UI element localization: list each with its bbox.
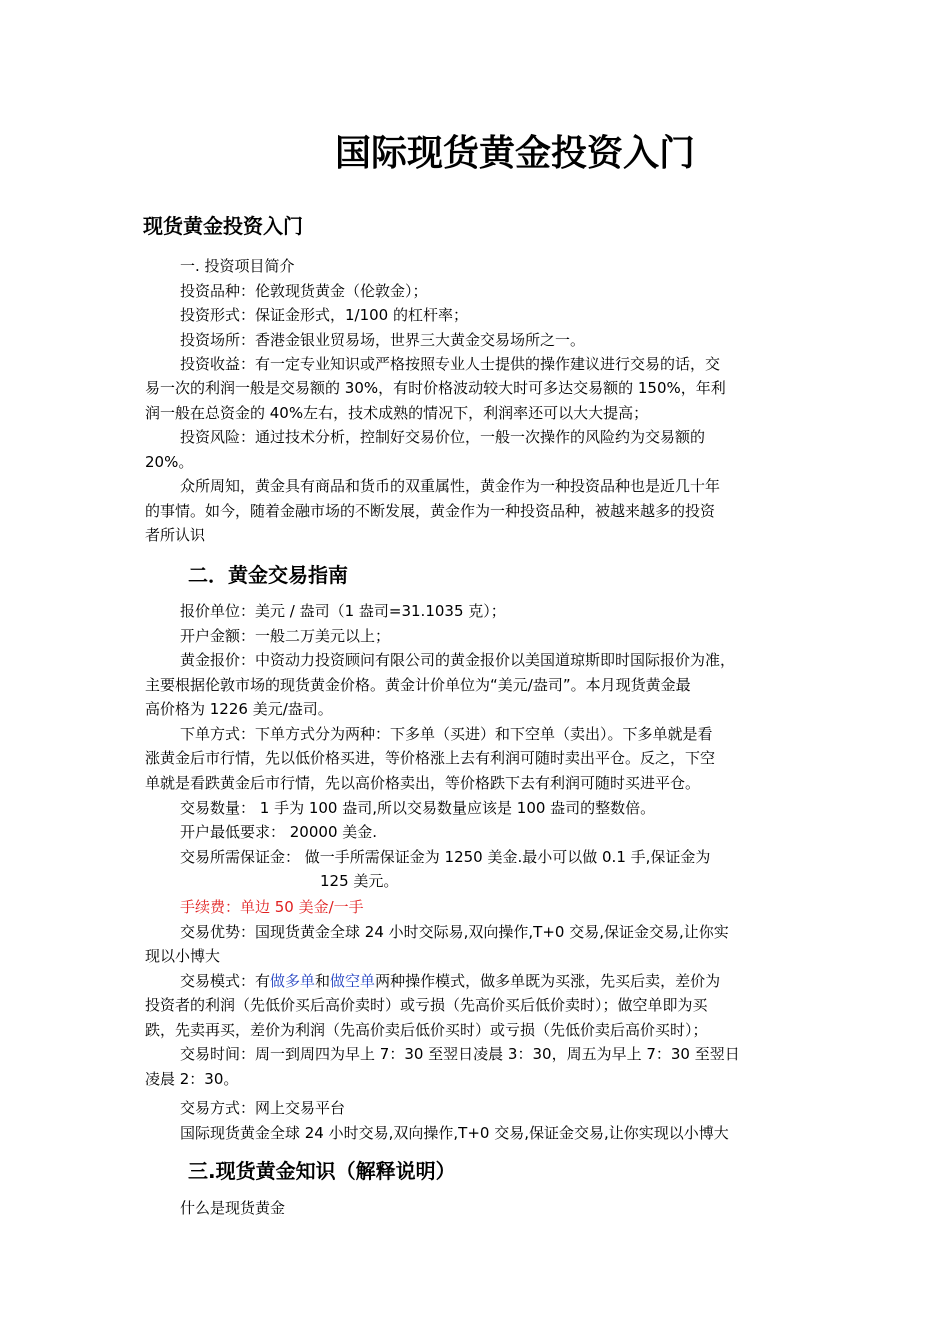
long-order-text: 做多单 xyxy=(270,972,316,990)
paragraph-line: 开户最低要求： 20000 美金. xyxy=(180,823,378,841)
paragraph-line: 跌，先卖再买，差价为利润（先高价卖后低价买时）或亏损（先低价卖后高价买时）； xyxy=(145,1021,708,1039)
paragraph-line: 投资收益：有一定专业知识或严格按照专业人士提供的操作建议进行交易的话，交 xyxy=(180,355,721,373)
connector-text: 和 xyxy=(315,972,331,990)
section3-heading: 三.现货黄金知识（解释说明） xyxy=(188,1159,456,1183)
fee-line: 手续费：单边 50 美金/一手 xyxy=(180,898,364,916)
paragraph-line: 20%。 xyxy=(145,453,194,471)
paragraph-line: 交易数量： 1 手为 100 盎司,所以交易数量应该是 100 盎司的整数倍。 xyxy=(180,799,656,817)
paragraph-line: 开户金额：一般二万美元以上； xyxy=(180,627,391,645)
paragraph-line: 投资场所：香港金银业贸易场，世界三大黄金交易场所之一。 xyxy=(180,331,586,349)
paragraph-line: 易一次的利润一般是交易额的 30%，有时价格波动较大时可多达交易额的 150%，年利 xyxy=(145,379,726,397)
paragraph-line: 一. 投资项目简介 xyxy=(180,257,295,275)
paragraph-line: 的事情。如今，随着金融市场的不断发展，黄金作为一种投资品种，被越来越多的投资 xyxy=(145,502,716,520)
paragraph-line: 投资风险：通过技术分析，控制好交易价位，一般一次操作的风险约为交易额的 xyxy=(180,428,706,446)
paragraph-line: 投资者的利润（先低价买后高价卖时）或亏损（先高价买后低价卖时）；做空单即为买 xyxy=(145,996,708,1014)
paragraph-line: 主要根据伦敦市场的现货黄金价格。黄金计价单位为“美元/盎司”。本月现货黄金最 xyxy=(145,676,691,694)
paragraph-line: 单就是看跌黄金后市行情，先以高价格卖出，等价格跌下去有利润可随时买进平仓。 xyxy=(145,774,701,792)
trade-mode-suffix: 两种操作模式，做多单既为买涨，先买后卖，差价为 xyxy=(375,972,721,990)
paragraph-line: 者所认识 xyxy=(145,526,206,544)
paragraph-line: 交易优势：国现货黄金全球 24 小时交际易,双向操作,T+0 交易,保证金交易,让你实 xyxy=(180,923,729,941)
paragraph-line: 现以小博大 xyxy=(145,947,221,965)
paragraph-line: 交易方式：网上交易平台 xyxy=(180,1099,346,1117)
short-order-text: 做空单 xyxy=(330,972,376,990)
trade-mode-line xyxy=(180,970,720,992)
paragraph-line: 润一般在总资金的 40%左右，技术成熟的情况下，利润率还可以大大提高； xyxy=(145,404,649,422)
paragraph-line: 下单方式：下单方式分为两种：下多单（买进）和下空单（卖出）。下多单就是看 xyxy=(180,725,713,743)
section1-heading: 现货黄金投资入门 xyxy=(143,214,303,238)
page-title: 国际现货黄金投资入门 xyxy=(334,132,695,174)
paragraph-line: 黄金报价：中资动力投资顾问有限公司的黄金报价以美国道琼斯即时国际报价为准， xyxy=(180,651,736,669)
paragraph-line: 涨黄金后市行情，先以低价格买进，等价格涨上去有利润可随时卖出平仓。反之，下空 xyxy=(145,749,716,767)
paragraph-line: 报价单位：美元 / 盎司（1 盎司=31.1035 克）； xyxy=(180,602,506,620)
trade-mode-prefix: 交易模式：有 xyxy=(180,972,271,990)
paragraph-line: 国际现货黄金全球 24 小时交易,双向操作,T+0 交易,保证金交易,让你实现以小博大 xyxy=(180,1124,729,1142)
paragraph-line: 凌晨 2：30。 xyxy=(145,1070,239,1088)
paragraph-line: 什么是现货黄金 xyxy=(180,1199,286,1217)
paragraph-line: 众所周知，黄金具有商品和货币的双重属性，黄金作为一种投资品种也是近几十年 xyxy=(180,477,721,495)
paragraph-line: 投资品种：伦敦现货黄金（伦敦金）； xyxy=(180,282,428,300)
paragraph-line: 投资形式：保证金形式，1/100 的杠杆率； xyxy=(180,306,468,324)
paragraph-line: 交易时间：周一到周四为早上 7：30 至翌日凌晨 3：30，周五为早上 7：30 至翌日 xyxy=(180,1045,740,1063)
paragraph-line: 交易所需保证金： 做一手所需保证金为 1250 美金.最小可以做 0.1 手,保证金为 xyxy=(180,848,711,866)
paragraph-line: 125 美元。 xyxy=(320,872,399,890)
paragraph-line: 高价格为 1226 美元/盎司。 xyxy=(145,700,333,718)
section2-heading: 二．黄金交易指南 xyxy=(188,563,348,587)
